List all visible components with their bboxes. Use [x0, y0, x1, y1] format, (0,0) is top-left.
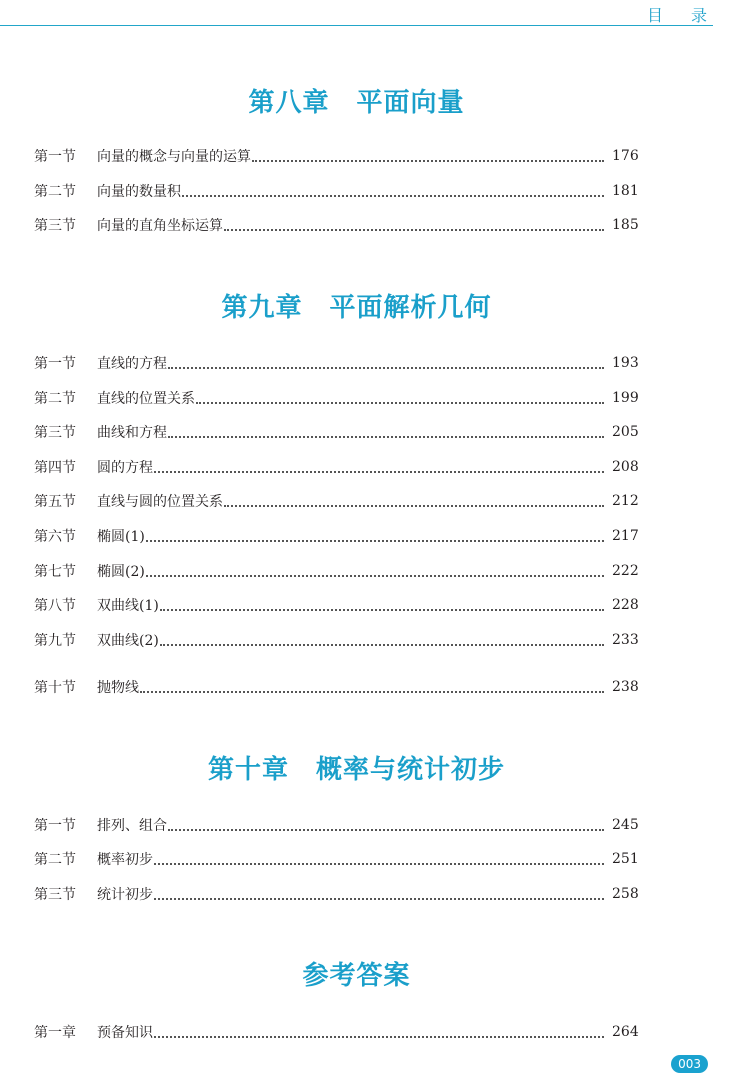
toc-entry[interactable]: [34, 422, 638, 442]
toc-entry[interactable]: [34, 561, 638, 581]
entry-number: 第二节: [34, 852, 76, 868]
toc-entry[interactable]: [34, 146, 638, 166]
entry-title: 概率初步: [97, 852, 153, 868]
toc-entry[interactable]: [34, 353, 638, 373]
header-rule: [0, 25, 713, 26]
entry-number: 第八节: [34, 598, 76, 614]
entry-title: 曲线和方程: [97, 425, 167, 441]
entry-number: 第三节: [34, 425, 76, 441]
entry-title: 直线与圆的位置关系: [97, 494, 223, 510]
entry-page: 245: [612, 817, 639, 833]
entry-page: 199: [612, 390, 639, 406]
toc-entry[interactable]: [34, 630, 638, 650]
leader-dots: [160, 608, 604, 611]
page-number-badge: 003: [671, 1055, 708, 1073]
toc-entry[interactable]: [34, 491, 638, 511]
entry-number: 第一章: [34, 1025, 76, 1041]
entry-number: 第七节: [34, 564, 76, 580]
toc-entry[interactable]: [34, 595, 638, 615]
entry-number: 第五节: [34, 494, 76, 510]
toc-entry[interactable]: [34, 181, 638, 201]
entry-number: 第二节: [34, 184, 76, 200]
leader-dots: [168, 828, 604, 831]
toc-entry[interactable]: [34, 526, 638, 546]
entry-title: 双曲线(1): [97, 598, 159, 614]
entry-title: 圆的方程: [97, 460, 153, 476]
toc-entry[interactable]: [34, 457, 638, 477]
entry-title: 统计初步: [97, 887, 153, 903]
leader-dots: [146, 539, 604, 542]
entry-number: 第一节: [34, 818, 76, 834]
entry-page: 222: [612, 563, 639, 579]
entry-number: 第一节: [34, 149, 76, 165]
chapter-heading: 参考答案: [302, 961, 411, 991]
entry-title: 椭圆(2): [97, 564, 145, 580]
entry-page: 251: [612, 851, 639, 867]
entry-title: 排列、组合: [97, 818, 167, 834]
leader-dots: [252, 159, 604, 162]
entry-page: 264: [612, 1024, 639, 1040]
entry-number: 第九节: [34, 633, 76, 649]
entry-page: 233: [612, 632, 639, 648]
chapter-heading: 第九章 平面解析几何: [221, 293, 492, 323]
entry-page: 228: [612, 597, 639, 613]
toc-entry[interactable]: [34, 884, 638, 904]
entry-page: 208: [612, 459, 639, 475]
toc-entry[interactable]: [34, 677, 638, 697]
entry-page: 185: [612, 217, 639, 233]
entry-page: 212: [612, 493, 639, 509]
entry-page: 258: [612, 886, 639, 902]
entry-page: 176: [612, 148, 639, 164]
toc-entry[interactable]: [34, 388, 638, 408]
chapter-heading: 第八章 平面向量: [248, 88, 465, 118]
entry-number: 第一节: [34, 356, 76, 372]
entry-title: 直线的位置关系: [97, 391, 195, 407]
entry-title: 直线的方程: [97, 356, 167, 372]
toc-entry[interactable]: [34, 215, 638, 235]
entry-number: 第二节: [34, 391, 76, 407]
entry-title: 预备知识: [97, 1025, 153, 1041]
entry-number: 第三节: [34, 218, 76, 234]
entry-page: 217: [612, 528, 639, 544]
leader-dots: [182, 194, 604, 197]
leader-dots: [140, 690, 604, 693]
entry-number: 第四节: [34, 460, 76, 476]
entry-title: 抛物线: [97, 680, 139, 696]
toc-entry[interactable]: [34, 849, 638, 869]
toc-entry[interactable]: [34, 815, 638, 835]
leader-dots: [160, 643, 604, 646]
header-title: 目录: [646, 6, 735, 25]
leader-dots: [224, 504, 604, 507]
entry-page: 205: [612, 424, 639, 440]
leader-dots: [168, 366, 604, 369]
entry-page: 193: [612, 355, 639, 371]
leader-dots: [168, 435, 604, 438]
entry-title: 向量的直角坐标运算: [97, 218, 223, 234]
leader-dots: [154, 470, 604, 473]
entry-number: 第三节: [34, 887, 76, 903]
leader-dots: [154, 897, 604, 900]
entry-title: 向量的数量积: [97, 184, 181, 200]
entry-page: 181: [612, 183, 639, 199]
leader-dots: [224, 228, 604, 231]
leader-dots: [196, 401, 604, 404]
leader-dots: [146, 574, 604, 577]
chapter-heading: 第十章 概率与统计初步: [207, 755, 505, 785]
entry-number: 第六节: [34, 529, 76, 545]
entry-page: 238: [612, 679, 639, 695]
entry-title: 双曲线(2): [97, 633, 159, 649]
entry-number: 第十节: [34, 680, 76, 696]
entry-title: 椭圆(1): [97, 529, 145, 545]
leader-dots: [154, 862, 604, 865]
toc-entry[interactable]: [34, 1022, 638, 1042]
entry-title: 向量的概念与向量的运算: [97, 149, 251, 165]
leader-dots: [154, 1035, 604, 1038]
